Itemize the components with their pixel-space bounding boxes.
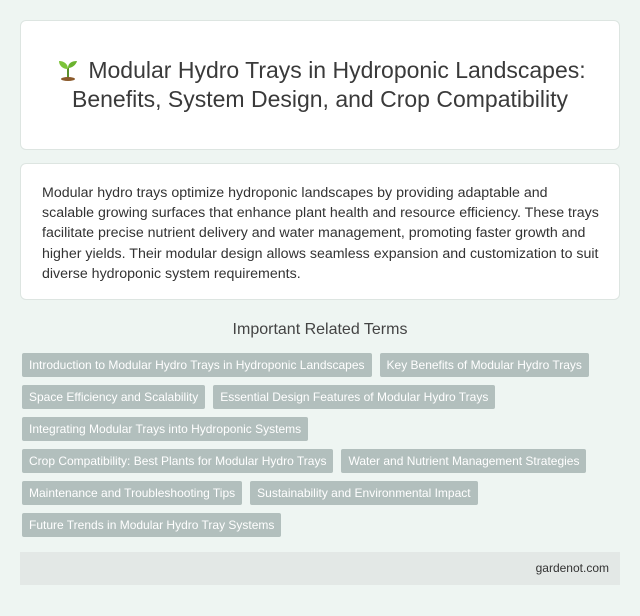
related-terms-list	[22, 353, 622, 545]
footer	[20, 552, 620, 585]
related-term-tag[interactable]: Essential Design Features of Modular Hydro Trays	[213, 385, 495, 409]
related-term-tag[interactable]: Space Efficiency and Scalability	[22, 385, 205, 409]
sprout-icon	[54, 57, 82, 81]
page-title-text: Modular Hydro Trays in Hydroponic Landscapes: Benefits, System Design, and Crop Compatibility	[72, 57, 586, 112]
page-title	[40, 56, 600, 114]
related-terms-heading: Important Related Terms	[232, 321, 408, 338]
related-term-tag[interactable]: Integrating Modular Trays into Hydroponic Systems	[22, 417, 308, 441]
related-term-tag[interactable]: Introduction to Modular Hydro Trays in Hydroponic Landscapes	[22, 353, 372, 377]
related-term-tag[interactable]: Key Benefits of Modular Hydro Trays	[380, 353, 589, 377]
related-term-tag[interactable]: Future Trends in Modular Hydro Tray Systems	[22, 513, 281, 537]
summary-text: Modular hydro trays optimize hydroponic landscapes by providing adaptable and scalable growing surfaces that enhance plant health and resource efficiency. These trays facilitate precise nutrient delivery and water management, promoting faster growth and higher yields. Their modular design allows seamless expansion and customization to suit diverse hydroponic system requirements.	[42, 185, 599, 282]
related-term-tag[interactable]: Water and Nutrient Management Strategies	[341, 449, 586, 473]
summary-card	[20, 163, 620, 300]
related-term-tag[interactable]: Sustainability and Environmental Impact	[250, 481, 477, 505]
footer-site-link[interactable]: gardenot.com	[535, 561, 609, 575]
related-term-tag[interactable]: Maintenance and Troubleshooting Tips	[22, 481, 242, 505]
related-term-tag[interactable]: Crop Compatibility: Best Plants for Modular Hydro Trays	[22, 449, 333, 473]
title-card	[20, 20, 620, 150]
